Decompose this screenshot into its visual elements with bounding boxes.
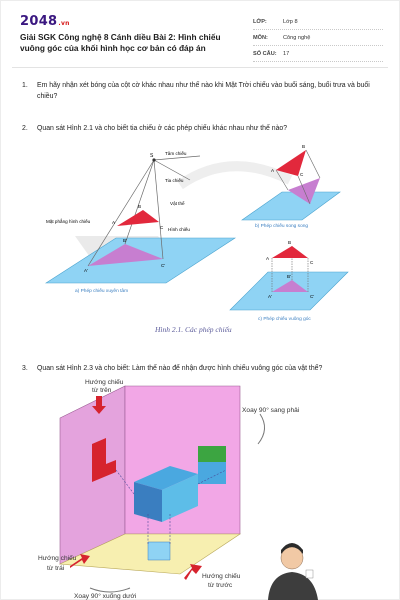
back-projection-bottom [198,462,226,484]
site-logo-suffix: .vn [58,20,70,27]
figure-orthographic [30,374,370,600]
label-C: C [300,172,304,177]
question-number: 3. [22,365,28,372]
document-title: Giải SGK Công nghệ 8 Cánh diều Bài 2: Hình chiếu vuông góc của khối hình học cơ bản có đáp án [20,32,221,53]
site-logo-text: 2048 [20,14,58,29]
person-illustration [268,543,318,600]
projection-plane-b [242,192,340,220]
question-number: 2. [22,125,28,132]
meta-row-subject [253,30,383,46]
meta-value: Lớp 8 [283,18,298,25]
label-A: A [112,220,116,225]
label-C1: C' [161,263,166,268]
label-B: B [302,144,306,149]
label-rotate-right: Xoay 90° sang phải [242,407,300,414]
question-text: Em hãy nhận xét bóng của cột cờ khác nhau như thế nào khi Mặt Trời chiếu vào buổi sáng, buổi trưa và buổi chiều? [37,82,370,100]
label-ray: Tia chiếu [165,178,184,183]
label-C1: C' [310,294,315,299]
label-C: C [310,260,314,265]
meta-row-class [253,14,383,30]
label-B1: B' [123,238,127,243]
question-text: Quan sát Hình 2.1 và cho biết tia chiếu ở các phép chiếu khác nhau như thế nào? [37,125,288,132]
meta-label: LỚP: [253,18,267,25]
document-meta [253,14,383,62]
question-text: Quan sát Hình 2.3 và cho biết: Làm thế nào để nhận được hình chiếu vuông góc của vật thể? [37,365,323,372]
label-S: S [150,153,154,159]
floor-projection [148,542,170,560]
label-center: Tâm chiếu [165,151,187,156]
figure-caption: Hình 2.1. Các phép chiếu [155,325,232,334]
header-divider [12,67,388,68]
object-triangle-a [117,210,159,226]
label-rotate-down: Xoay 90° xuống dưới [74,593,137,600]
label-A1: A' [84,268,88,273]
label-B: B [288,240,292,245]
meta-value: 17 [283,50,290,57]
meta-value: Công nghệ [283,34,311,41]
label-plane: Mặt phẳng hình chiếu [46,219,91,224]
label-C: C [160,225,164,230]
label-object: Vật thể [170,201,185,206]
rotate-right-arrow [258,414,265,444]
question-number: 1. [22,82,28,89]
meta-label: MÔN: [253,34,268,41]
label-A1: A' [268,294,272,299]
label-projection: Hình chiếu [168,227,190,232]
label-B1: B' [287,274,291,279]
label-A: A [266,256,270,261]
site-logo[interactable] [20,14,70,29]
back-projection-top [198,446,226,462]
object-triangle-c [272,246,308,258]
figure-projections [30,140,380,362]
label-B: B [138,204,142,209]
label-top-direction: Hướng chiếu từ trên [85,379,124,394]
subcaption-c: c) Phép chiếu vuông góc [258,317,311,322]
subcaption-b: b) Phép chiếu song song [255,224,309,229]
label-A: A [271,168,275,173]
meta-row-count [253,46,383,62]
subcaption-a: a) Phép chiếu xuyên tâm [75,289,129,294]
meta-label: SỐ CÂU: [253,50,277,57]
label-left-direction: Hướng chiếu từ trái [38,555,77,572]
label-front-direction: Hướng chiếu từ trước [202,573,241,589]
